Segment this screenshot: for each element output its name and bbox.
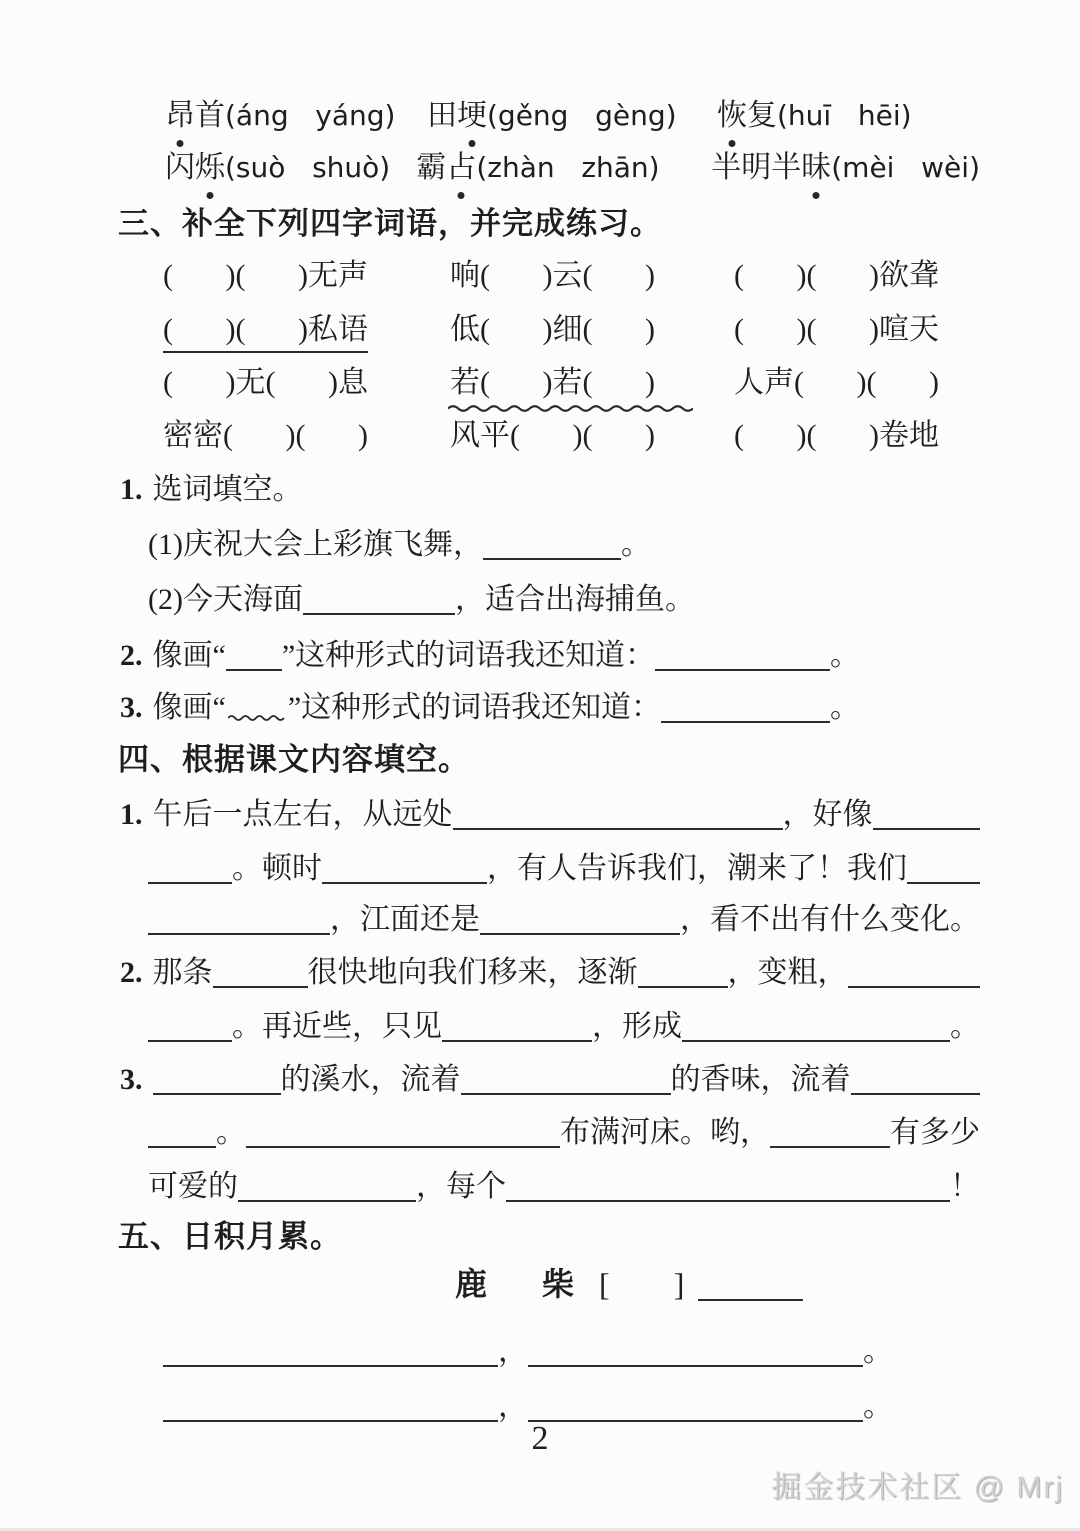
sentence-text: 。 [620,528,651,561]
section-4 [118,734,470,776]
blank-line [848,986,981,988]
blank-line [698,1299,803,1301]
sentence-text: ，形成 [592,1010,682,1043]
hanzi: 田 [427,99,457,132]
sentence-text: 可爱的 [148,1170,238,1203]
sentence-text: 。 [830,691,860,724]
blank-line [442,1040,592,1042]
sentence-text: ，江面还是 [330,903,480,936]
blank-line [907,882,980,884]
blank-line [682,1040,950,1042]
section4-q1-line1 [120,789,980,831]
straight-line-sample [226,669,282,671]
question-title: 选词填空。 [152,473,303,506]
question-1-item-2 [148,574,695,616]
blank-line [453,828,783,830]
idiom-row-3 [163,357,980,399]
section-3 [118,198,662,240]
poem-period: 。 [863,1335,893,1368]
sentence-text: 。再近些，只见 [232,1010,442,1043]
dotted-hanzi: 烁 [195,142,225,186]
idiom-cell: ( )无( )息 [163,366,368,399]
section-5 [118,1211,342,1253]
sentence-text: ，每个 [416,1170,506,1203]
blank-line [246,1146,560,1148]
hanzi: 复 [747,99,777,132]
pinyin-choices: (huī hēi) [777,99,912,132]
question-number: 1. [120,473,143,506]
poem-title-char: 柴 [542,1266,575,1302]
question-3 [120,682,860,724]
poem-comma: ， [498,1390,528,1423]
sentence-text: ，变粗， [727,956,848,989]
question-number: 1. [120,798,143,831]
dotted-hanzi: 恢 [717,90,747,134]
sentence-text: ，好像 [782,798,873,831]
sentence-text: (1)庆祝大会上彩旗飞舞， [148,528,483,561]
section4-q1-line2 [148,843,980,885]
sentence-text: 那条 [152,956,213,989]
section4-q2-line2 [148,1001,980,1043]
section-3-heading: 三、补全下列四字词语，并完成练习。 [118,206,662,241]
blank-line [213,986,308,988]
sentence-text: 很快地向我们移来，逐渐 [307,956,638,989]
sentence-text: 午后一点左右，从远处 [152,798,453,831]
idiom-row-1 [163,250,980,292]
sentence-text: 。顿时 [232,852,322,885]
section-5-heading: 五、日积月累。 [118,1219,342,1254]
blank-line [483,558,621,560]
blank-line [873,828,981,830]
pinyin-choices: (mèi wèi) [831,151,980,184]
section-4-heading: 四、根据课文内容填空。 [118,742,470,777]
pinyin-word [717,90,912,134]
sentence-text: 像画“ [152,691,226,724]
wavy-line-sample [228,713,286,723]
blank-line [851,1093,981,1095]
question-number: 2. [120,639,143,672]
idiom-cell: 风平( )( ) [450,419,655,452]
section4-q1-line3 [148,894,980,936]
blank-line [528,1365,863,1367]
pinyin-word [165,142,416,186]
blank-line [163,1365,498,1367]
blank-line [153,1093,281,1095]
sentence-text: 的溪水，流着 [280,1063,461,1096]
pinyin-choices: (gěng gèng) [487,99,677,132]
idiom-cell: ( )( )无声 [163,259,368,292]
question-number: 2. [120,956,143,989]
idiom-cell: 人声( )( ) [734,366,939,399]
blank-line [661,721,830,723]
hanzi: 半明半 [711,151,802,184]
page-number: 2 [531,1420,549,1457]
idiom-row-2 [163,304,980,346]
pinyin-word [711,142,980,186]
blank-line [148,1040,232,1042]
idiom-text: 若( )若( ) [450,366,655,399]
blank-line [461,1093,671,1095]
idiom-cell: ( )( )喧天 [734,313,939,346]
sentence-text: ，看不出有什么变化。 [680,903,980,936]
blank-line [506,1200,950,1202]
hanzi: 闪 [165,151,195,184]
sentence-text: 。 [216,1116,246,1149]
pinyin-choices: (áng yáng) [225,99,396,132]
idiom-cell: 密密( )( ) [163,419,368,452]
question-1 [120,464,303,506]
poem-comma: ， [498,1335,528,1368]
blank-line [238,1200,416,1202]
blank-line [638,986,728,988]
dotted-hanzi: 昂 [165,90,195,134]
sentence-text: 。 [830,639,860,672]
poem-title-line [455,1259,803,1301]
sentence-text: 。 [950,1010,980,1043]
blank-line [148,882,232,884]
question-number: 3. [120,1063,143,1096]
section4-q2-line1 [120,947,980,989]
dotted-hanzi: 埂 [457,90,487,134]
pinyin-word [427,90,717,134]
blank-line [148,933,330,935]
idiom-cell: 响( )云( ) [450,259,655,292]
section4-q3-line3 [148,1161,980,1203]
pinyin-row-1 [165,90,980,132]
idiom-cell: 低( )细( ) [450,313,655,346]
blank-line [322,882,487,884]
idiom-cell: ( )( )欲聋 [734,259,939,292]
question-2 [120,630,860,672]
pinyin-row-2 [165,142,980,184]
sentence-text: ，有人告诉我们，潮来了！我们 [487,852,907,885]
dotted-hanzi: 昧 [801,142,831,186]
blank-line [480,933,680,935]
sentence-text: ，适合出海捕鱼。 [454,583,695,616]
blank-line [655,669,830,671]
blank-line [303,613,455,615]
watermark: 掘金技术社区 @ Mrj [771,1471,1064,1504]
pinyin-word [416,142,711,186]
pinyin-choices: (zhàn zhān) [476,151,660,184]
idiom-row-4 [163,410,980,452]
section4-q3-line1 [120,1054,980,1096]
sentence-text: ”这种形式的词语我还知道： [287,691,662,724]
blank-line [148,1146,216,1148]
idiom-cell-wavy [450,357,734,401]
poem-title-char: 鹿 [455,1266,488,1302]
poem-line-1 [163,1326,893,1368]
author-bracket: [ ] [599,1266,685,1302]
blank-line [770,1146,890,1148]
sentence-text: ”这种形式的词语我还知道： [281,639,656,672]
question-1-item-1 [148,519,651,561]
poem-period: 。 [863,1390,893,1423]
pinyin-choices: (suò shuò) [225,151,391,184]
sentence-text: 布满河床。哟， [560,1116,770,1149]
hanzi: 首 [195,99,225,132]
pinyin-word [165,90,427,134]
sentence-text: ！ [950,1170,980,1203]
poem-line-2 [163,1381,893,1423]
sentence-text: 像画“ [152,639,226,672]
question-number: 3. [120,691,143,724]
sentence-text: (2)今天海面 [148,583,303,616]
dotted-hanzi: 占 [446,142,476,186]
sentence-text: 有多少 [890,1116,980,1149]
section4-q3-line2 [148,1107,980,1149]
idiom-cell: ( )( )卷地 [734,419,939,452]
sentence-text: 的香味，流着 [670,1063,851,1096]
idiom-cell-underlined: ( )( )私语 [163,313,368,353]
hanzi: 霸 [416,151,447,184]
